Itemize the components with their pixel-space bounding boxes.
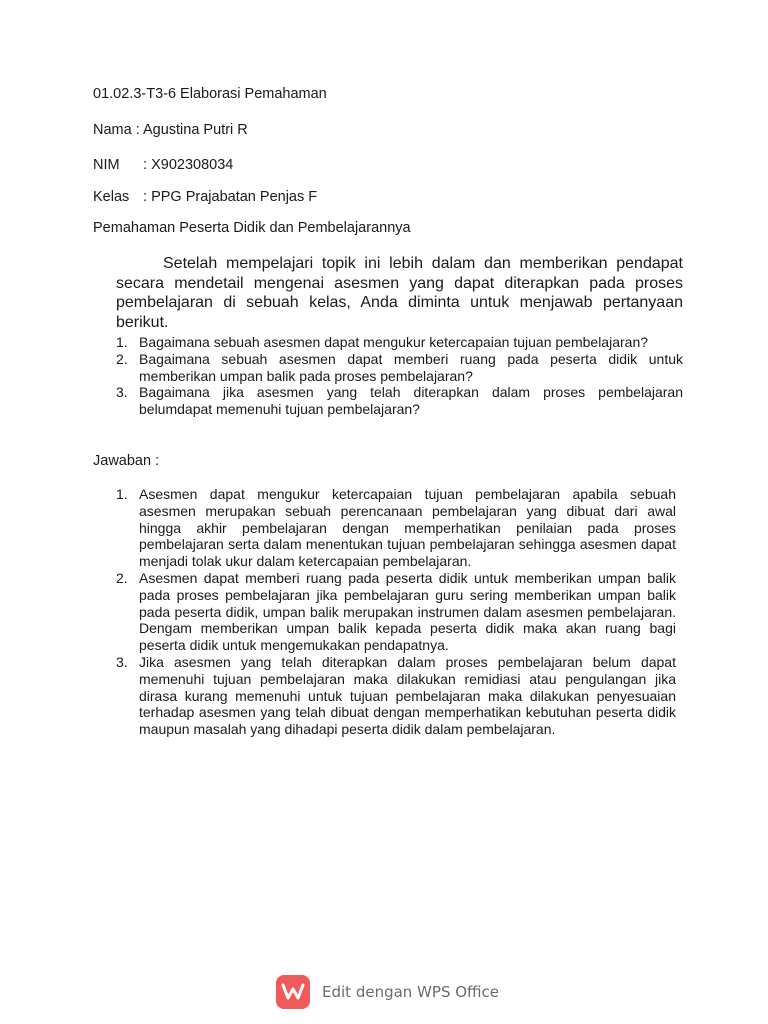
question-number: 3.: [116, 384, 128, 401]
question-number: 2.: [116, 350, 128, 367]
answer-list: [116, 486, 676, 738]
nim-label: NIM: [93, 157, 120, 173]
list-item: [116, 654, 676, 738]
list-item: [116, 384, 683, 418]
list-item: [116, 334, 683, 351]
question-number: 1.: [116, 334, 128, 350]
section-heading: Pemahaman Peserta Didik dan Pembelajarannya: [93, 220, 411, 236]
document-title: 01.02.3-T3-6 Elaborasi Pemahaman: [93, 86, 327, 102]
list-item: [116, 486, 676, 570]
answer-text: Asesmen dapat mengukur ketercapaian tujuan pembelajaran apabila sebuah asesmen merupakan sebuah perencanaan pembelajaran yang dibuat dari awal hingga akhir pembelajaran dengan memperhatikan penilaian pada proses pembelajaran serta dalam menentukan tujuan pembelajaran sehingga asesmen dapat menjadi tolak ukur dalam ketercapaian pembelajaran.: [139, 486, 676, 570]
name-label: Nama: [93, 122, 132, 138]
class-value: : PPG Prajabatan Penjas F: [143, 189, 318, 205]
edit-with-wps-link[interactable]: Edit dengan WPS Office: [322, 983, 500, 1001]
nim-row: [93, 157, 233, 173]
question-text: Bagaimana sebuah asesmen dapat memberi ruang pada peserta didik untuk memberikan umpan balik pada proses pembelajaran?: [139, 350, 683, 384]
answer-number: 2.: [116, 569, 128, 586]
question-text: Bagaimana sebuah asesmen dapat mengukur ketercapaian tujuan pembelajaran?: [139, 334, 649, 350]
list-item: [116, 570, 676, 654]
name-row: [93, 122, 248, 138]
answer-text: Jika asesmen yang telah diterapkan dalam proses pembelajaran belum dapat memenuhi tujuan pembelajaran maka dilakukan remidiasi atau pengulangan jika dirasa kurang memenuhi untuk tujuan pembelajaran maka dilakukan penyesuaian terhadap asesmen yang telah dibuat dengan memperhatikan kebutuhan peserta didik maupun masalah yang dihadapi peserta didik dalam pembelajaran.: [139, 653, 676, 738]
intro-paragraph: [116, 254, 683, 332]
name-value: : Agustina Putri R: [135, 122, 248, 138]
class-row: [93, 189, 317, 205]
answer-heading: Jawaban :: [93, 453, 160, 469]
class-label: Kelas: [93, 189, 130, 205]
answer-text: Asesmen dapat memberi ruang pada peserta didik untuk memberikan umpan balik pada proses pembelajaran jika pembelajaran guru sering memberikan umpan balik pada peserta didik, umpan balik merupakan instrumen dalam asesmen pembelajaran. Dengam memberikan umpan balik kepada peserta didik maka akan ruang bagi peserta didik untuk mengemukakan pendapatnya.: [139, 569, 676, 654]
intro-text: Setelah mempelajari topik ini lebih dalam dan memberikan pendapat secara mendetail mengenai asesmen yang dapat diterapkan pada proses pembelajaran di sebuah kelas, Anda diminta untuk menjawab pertanyaan berikut.: [116, 255, 683, 331]
list-item: [116, 351, 683, 385]
answer-number: 1.: [116, 486, 128, 502]
question-text: Bagaimana jika asesmen yang telah diterapkan dalam proses pembelajaran belumdapat memenuhi tujuan pembelajaran?: [139, 384, 683, 418]
answer-number: 3.: [116, 653, 128, 670]
wps-office-logo-icon: [276, 975, 310, 1009]
nim-value: : X902308034: [143, 157, 234, 173]
question-list: [116, 334, 683, 418]
wps-edit-banner[interactable]: [276, 974, 499, 1010]
